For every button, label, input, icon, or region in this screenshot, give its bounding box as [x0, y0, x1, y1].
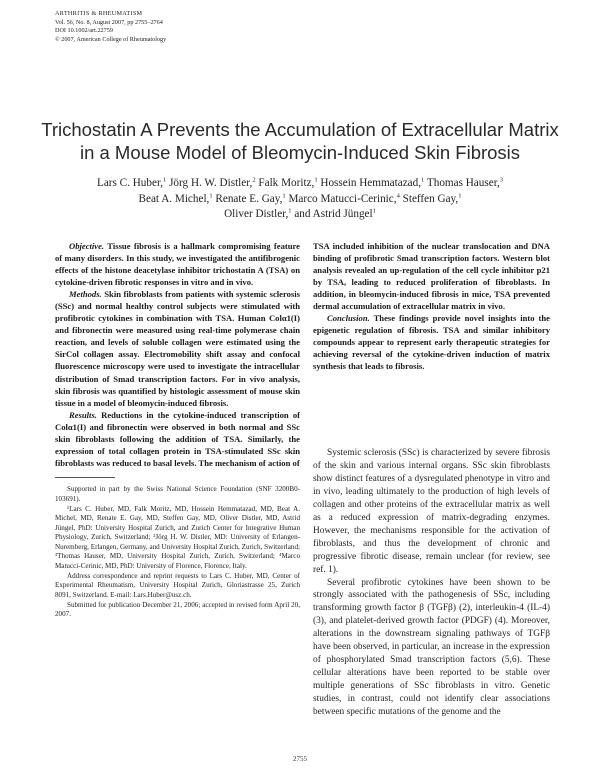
footnote-affiliations: ¹Lars C. Huber, MD, Falk Moritz, MD, Hossein Hemmatazad, MD, Beat A. Michel, MD, Renate E. Gay, MD, Steffen Gay, MD, Oliver Distler, MD, Astrid Jüngel, PhD: University Hospital Zurich, and Zurich Center for Integrative Human Physiology, Zurich, Switzerland; ²Jörg H. W. Distler, MD: University of Erlangen-Nuremberg, Erlangen, Germany, and University Hospital Zurich, Zurich, Switzerland; ³Thomas Hauser, MD, University Hospital Zurich, Zurich, Switzerland; ⁴Marco Matucci-Cerinic, MD, PhD: University of Florence, Florence, Italy. — [55, 504, 300, 570]
author: Jörg H. W. Distler,$^2$ — [169, 176, 256, 189]
abstract-left-column — [55, 240, 300, 469]
author: Lars C. Huber,$^1$ — [96, 176, 167, 189]
body-text — [313, 447, 550, 719]
author: Renate E. Gay,$^1$ — [215, 191, 286, 205]
body-paragraph: Several profibrotic cytokines have been shown to be strongly associated with the pathogenesis of SSc, including transforming growth factor β (TGFβ) (2), interleukin-4 (IL-4) (3), and platelet-derived growth factor (PDGF) (4). Moreover, alterations in the downstream signaling pathways of TGFβ have been observed, in particular, an increase in the expression of phosphorylated Smad transcription factors (5,6). These cellular alterations have been reported to be stable over multiple generations of SSc fibroblasts in vitro. Genetic studies, in contrast, could not identify clear associations between specific mutations of the genome and the — [313, 577, 550, 718]
footnote-correspondence: Address correspondence and reprint requests to Lars C. Huber, MD, Center of Experimental Rheumatism, University Hospital Zurich, Gloriastrasse 25, Zurich 8091, Switzerland. E-mail: Lars.Huber@usz.ch. — [55, 571, 300, 599]
article-title: Trichostatin A Prevents the Accumulation of Extracellular Matrix in a Mouse Model of Bleomycin-Induced Skin Fibrosis — [41, 119, 559, 163]
author: Thomas Hauser,$^3$ — [426, 176, 504, 189]
copyright: © 2007, American College of Rheumatology — [55, 35, 167, 43]
author: Hossein Hemmatazad,$^1$ — [320, 176, 425, 189]
author: Oliver Distler,$^1$ — [224, 207, 292, 220]
volume-info: Vol. 56, No. 8, August 2007, pp 2755–2764 — [55, 18, 163, 26]
abstract-results-continued: TSA included inhibition of the nuclear translocation and DNA binding of profibrotic Smad transcription factors. Western blot analysis revealed an up-regulation of the cell cycle inhibitor p21 by TSA, leading to reduced proliferation of fibroblasts. In addition, in bleomycin-induced fibrosis in mice, TSA prevented dermal accumulation of extracellular matrix in vivo. — [313, 241, 550, 312]
footnote-divider — [55, 477, 115, 478]
abstract-right-column — [313, 240, 550, 373]
author: and Astrid Jüngel$^1$ — [294, 207, 376, 220]
author: Steffen Gay,$^1$ — [402, 191, 462, 205]
body-paragraph: Systemic sclerosis (SSc) is characterized by severe fibrosis of the skin and various internal organs. SSc skin fibroblasts show distinct features of a dysregulated phenotype in vitro and in vivo, leading ultimately to the production of high levels of collagen and other proteins of the extracellular matrix as well as a reduced expression of matrix-degrading enzymes. However, the mechanisms responsible for the activation of fibroblasts, and thus the development of chronic and progressive fibrotic disease, remain unclear (for review, see ref. 1). — [313, 448, 550, 575]
abstract-results: Results. Reductions in the cytokine-induced transcription of Colα1(I) and fibronectin were observed in both normal and SSc skin fibroblasts following the addition of TSA. Similarly, the expression of total collagen protein in TSA-stimulated SSc skin fibroblasts was reduced to basal levels. The mechanism of action of — [55, 409, 300, 468]
abstract-objective: Objective. Tissue fibrosis is a hallmark compromising feature of many disorders. In this study, we investigated the antifibrogenic effects of the histone deacetylase inhibitor trichostatin A (TSA) on cytokine-driven fibrotic responses in vitro and in vivo. — [55, 241, 300, 288]
abstract-conclusion: Conclusion. These findings provide novel insights into the epigenetic regulation of fibrosis. TSA and similar inhibitory compounds appear to represent early therapeutic strategies for achieving reversal of the cytokine-driven induction of matrix synthesis that leads to fibrosis. — [313, 313, 550, 372]
author: Marco Matucci-Cerinic,$^4$ — [288, 191, 400, 205]
journal-name: ARTHRITIS & RHEUMATISM — [55, 10, 143, 17]
footnotes — [55, 477, 300, 620]
abstract-methods: Methods. Skin fibroblasts from patients with systemic sclerosis (SSc) and normal healthy control subjects were stimulated with profibrotic cytokines in combination with TSA. Human Colα1(I) and fibronectin were measured using real-time polymerase chain reaction, and levels of soluble collagen were estimated using the SirCol collagen assay. Electromobility shift assay and confocal fluorescence microscopy were used to investigate the intracellular distribution of Smad transcription factors. For in vivo analysis, skin fibrosis was quantified by histologic assessment of mouse skin tissue in a model of bleomycin-induced fibrosis. — [55, 289, 300, 408]
footnote-dates: Submitted for publication December 21, 2006; accepted in revised form April 20, 2007. — [55, 600, 300, 618]
author: Falk Moritz,$^1$ — [258, 176, 318, 189]
author-list — [50, 176, 550, 223]
doi: DOI 10.1002/art.22759 — [55, 27, 113, 35]
footnote-support: Supported in part by the Swiss National Science Foundation (SNF 3200B0-103691). — [55, 485, 300, 503]
page-number: 2755 — [293, 755, 307, 763]
journal-header — [55, 10, 355, 44]
author: Beat A. Michel,$^1$ — [138, 191, 213, 205]
